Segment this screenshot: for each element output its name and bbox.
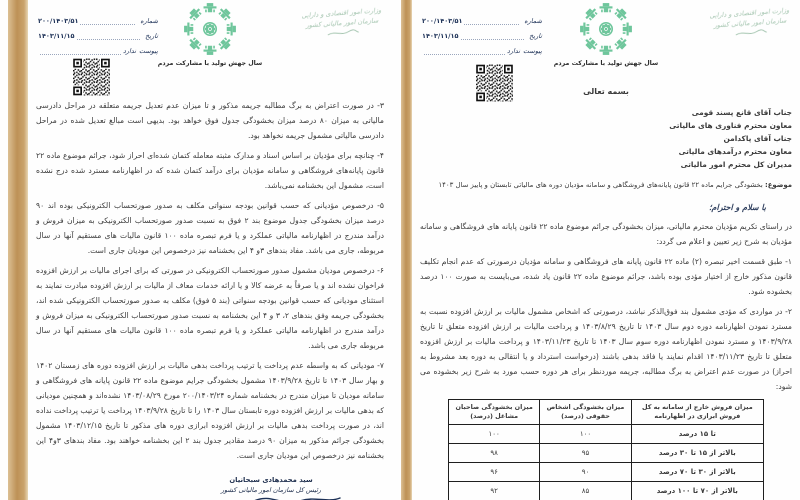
recipient-line: جناب آقای قانع پسند قومی: [691, 108, 792, 117]
subject-line: [420, 180, 792, 191]
table-cell-legal: ۹۰: [540, 463, 631, 482]
recipient-list: [420, 106, 792, 171]
table-cell-legal: ۸۵: [540, 482, 631, 500]
table-row: [449, 482, 764, 500]
tax-administration-logo-icon: [577, 2, 635, 56]
number-value: ۲۰۰/۱۴۰۳/۵۱: [38, 17, 79, 25]
paragraph-item-2: ۲- در مواردی که مؤدی مشمول بند فوق‌الذکر نباشد، درصورتی که اشخاص مشمول مالیات بر ارزش افزوده نسبت به مسترد نمودن اظهارنامه دوره دوم سال ۱۴۰۳ تا تاریخ ۱۴۰۳/۸/۲۹ و پرداخت مالیات بر ارزش افزوده متعلق تا تاریخ ۱۴۰۳/۹/۲۸ و مسترد نمودن اظهارنامه دوره سوم سال ۱۴۰۳ تا تاریخ ۱۴۰۳/۱۱/۲۳ و پرداخت مالیات بر ارزش افزوده متعلق تا تاریخ ۱۴۰۳/۱۱/۲۳ اقدام نمایند یا فاقد بدهی باشند (درخواست استرداد و یا انتقالی به دوره بعد مشروط به احراز) در صورت عدم اعتراض به برگ مطالبه، جریمه موردنظر برای هر دوره حسب مورد به شرح زیر بخشوده می شود:: [420, 307, 792, 391]
ministry-line-2: سازمان امور مالیاتی کشور: [305, 16, 379, 30]
letter-date-row: [38, 25, 158, 40]
salutation: با سلام و احترام؛: [708, 203, 766, 212]
signature-block: [196, 475, 346, 500]
table-cell-business: ۹۲: [449, 482, 540, 500]
recipient-line: مدیران کل محترم امور مالیاتی: [680, 160, 792, 169]
dotted-leader: [40, 46, 121, 55]
date-label: تاریخ: [145, 32, 158, 40]
paragraph-item-7: ۷- مودیانی که به واسطه عدم پرداخت یا ترتیب پرداخت بدهی مالیات بر ارزش افزوده دوره های زمستان ۱۴۰۲ و بهار سال ۱۴۰۳ تا تاریخ ۱۴۰۳/۹/۲۸ مشمول بخشودگی جرایم موضوع ماده ۲۲ قانون پایانه های فروشگاهی و سامانه مودیان تا میزان مندرج در بخشنامه شماره ۲۰۰/۱۴۰۳/۲۴ مورخ ۱۴۰۳/۰۸/۲۹ نشده‌اند و همچنین مودیانی که بدهی مالیات بر ارزش افزوده دوره تابستان سال ۱۴۰۳ را تا تاریخ ۱۴۰۳/۹/۲۸ پرداخت یا ترتیب پرداخت نداده اند، در صورت پرداخت بدهی مالیات بر ارزش افزوده ابرازی دوره های مذکور تا تاریخ ۱۴۰۳/۱۲/۱۵ مشمول بخشودگی جرائم مذکور به میزان ۹۰ درصد مقادیر جدول بند ۲ این بخشنامه خواهند بود. مفاد بندهای ۳و۴ این بخشنامه نیز درخصوص این مودیان جاری است.: [36, 361, 384, 460]
paragraph-item-6: ۶- درخصوص مودیان مشمول صدور صورتحساب الکترونیکی در صورتی که برای اجرای مالیات بر ارزش افزوده فراخوان نشده اند و یا صرفاً به عرضه کالا و یا ارائه خدمات معاف از مالیات بر ارزش افزوده مبادرت نمایند به استثنای مودیانی که حسب قوانین بودجه سنواتی (بند ۵ فوق) مکلف به صدور صورتحساب الکترونیکی شده اند، بخشودگی جریمه وفق بندهای ۲، ۳ و ۴ این بخشنامه به نسبت صدور صورتحساب الکترونیکی به میزان فروش و درآمد مندرج در اظهارنامه مالیاتی عملکرد و یا فرم تبصره ماده ۱۰۰ قانون مالیات های مستقیم آنها در سال مربوطه جاری می باشد.: [36, 266, 385, 350]
number-value: ۲۰۰/۱۴۰۳/۵۱: [422, 17, 463, 25]
ministry-letterhead-script: [301, 5, 383, 40]
attachment-value: ندارد: [122, 47, 137, 55]
right-page-binding-edge: [401, 0, 412, 500]
letter-body-page-2: [36, 98, 384, 500]
qr-code: [73, 56, 110, 98]
attachment-value: ندارد: [506, 47, 521, 55]
dotted-leader: [461, 31, 525, 40]
table-cell-ratio: تا ۱۵ درصد: [631, 425, 763, 444]
letter-date-row: [422, 25, 542, 40]
letter-page-1: [412, 0, 800, 500]
dotted-leader: [77, 31, 141, 40]
paragraph-item-5: ۵- درخصوص مؤدیانی که حسب قوانین بودجه سنواتی مکلف به صدور صورتحساب الکترونیکی بوده اند ۹۰ درصد میزان بخشودگی جدول موضوع بند ۲ فوق به نسبت صدور صورتحساب الکترونیکی به میزان فروش و درآمد مندرج در اظهارنامه مالیاتی عملکرد و یا فرم تبصره ماده ۱۰۰ قانون مالیات های مستقیم آنها در سال مربوطه، جاری می باشد. مفاد بندهای ۳و ۴ این بخشنامه نیز درخصوص این مودیان جاری است.: [36, 201, 385, 255]
table-row: [449, 463, 764, 482]
letter-meta-block: [38, 10, 158, 55]
dotted-leader: [424, 46, 505, 55]
besmele: بسمه تعالی: [583, 87, 629, 96]
number-label: شماره: [140, 17, 158, 25]
letter-attachment-row: [422, 40, 542, 55]
recipient-line: معاون محترم فناوری های مالیاتی: [669, 121, 792, 130]
attachment-label: پیوست: [523, 47, 542, 55]
left-page-binding-edge: [8, 0, 28, 500]
table-header-row: [449, 400, 764, 425]
table-cell-business: ۹۶: [449, 463, 540, 482]
ministry-scribble-icon: [734, 28, 768, 38]
table-cell-legal: ۹۵: [540, 444, 631, 463]
table-cell-business: ۱۰۰: [449, 425, 540, 444]
signature-title: رئیس کل سازمان امور مالیاتی کشور: [220, 486, 322, 494]
letter-attachment-row: [38, 40, 158, 55]
table-cell-ratio: بالاتر از ۷۰ تا ۱۰۰ درصد: [631, 482, 763, 500]
letter-number-row: [422, 10, 542, 25]
table-row: [449, 444, 764, 463]
number-label: شماره: [524, 17, 542, 25]
paragraph-item-1: ۱- طبق قسمت اخیر تبصره (۲) ماده ۲۲ قانون پایانه های فروشگاهی و سامانه مؤدیان درصورتی که عدم انجام تکلیف قانون مذکور خارج از اختیار مؤدی بوده باشد، جرائم موضوع ماده ۲۲ قانون یاد شده، می‌بایست به صورت ۱۰۰ درصد بخشوده شود.: [420, 257, 792, 296]
letter-meta-block: [422, 10, 542, 55]
attachment-label: پیوست: [139, 47, 158, 55]
paragraph-item-3: ۳- در صورت اعتراض به برگ مطالبه جریمه مذکور و تا میزان عدم تعدیل جریمه متعلقه در مراحل دادرسی مالیاتی به میزان ۸۰ درصد میزان بخشودگی جدول فوق خواهد بود. بدیهی است مبالغ تعدیل شده در مراحل دادرسی مالیاتی مشمول جریمه نخواهد بود.: [36, 101, 384, 140]
table-row: [449, 425, 764, 444]
date-label: تاریخ: [529, 32, 542, 40]
paragraph-intro: در راستای تکریم مؤدیان محترم مالیاتی، میزان بخشودگی جرائم موضوع ماده ۲۲ قانون پایانه های فروشگاهی و سامانه مؤدیان به شرح زیر تعیین و اعلام می گردد:: [420, 222, 792, 246]
date-value: ۱۴۰۳/۱۱/۱۵: [38, 32, 75, 40]
table-cell-ratio: بالاتر از ۳۰ تا ۷۰ درصد: [631, 463, 763, 482]
year-slogan: سال جهش تولید با مشارکت مردم: [553, 60, 659, 67]
subject-text: بخشودگی جرایم ماده ۲۲ قانون پایانه‌های فروشگاهی و سامانه مؤدیان دوره های مالیاتی تابستان و پاییز سال ۱۴۰۳: [438, 181, 763, 189]
recipient-line: معاون محترم درآمدهای مالیاتی: [678, 147, 792, 156]
table-cell-legal: ۱۰۰: [540, 425, 631, 444]
table-cell-ratio: بالاتر از ۱۵ تا ۳۰ درصد: [631, 444, 763, 463]
penalty-forgiveness-table: [448, 399, 764, 500]
dotted-leader: [464, 16, 519, 25]
date-value: ۱۴۰۳/۱۱/۱۵: [422, 32, 459, 40]
tax-administration-logo-icon: [181, 2, 239, 56]
signature-name: سید محمدهادی سبحانیان: [229, 476, 313, 484]
subject-label: موضوع:: [764, 181, 792, 189]
ministry-line-2: سازمان امور مالیاتی کشور: [713, 16, 787, 30]
table-cell-business: ۹۸: [449, 444, 540, 463]
letter-number-row: [38, 10, 158, 25]
table-header-sales-ratio: میزان فروش خارج از سامانه به کل فروش ابرازی در اظهارنامه: [631, 400, 763, 425]
ministry-scribble-icon: [326, 28, 360, 38]
table-header-business-owners: میزان بخشودگی صاحبان مشاغل (درصد): [449, 400, 540, 425]
table-header-legal-entities: میزان بخشودگی اشخاص حقوقی (درصد): [540, 400, 631, 425]
ministry-line-1: وزارت امور اقتصادی و دارایی: [301, 6, 382, 20]
year-slogan: سال جهش تولید با مشارکت مردم: [157, 60, 263, 67]
letter-body-page-1: [420, 84, 792, 500]
ministry-line-1: وزارت امور اقتصادی و دارایی: [709, 6, 790, 20]
ministry-letterhead-script: [709, 5, 791, 40]
recipient-line: جناب آقای پاکدامن: [723, 134, 792, 143]
paragraph-item-4: ۴- چنانچه برای مؤدیان بر اساس اسناد و مدارک مثبته معامله کتمان شده‌ای احراز شود، جرائم موضوع ماده ۲۲ قانون پایانه‌های فروشگاهی و سامانه مؤدیان برای درآمد کتمان شده که در اظهارنامه مسترد شده درج نشده است، مشمول این بخشنامه نمی‌باشد.: [36, 151, 384, 190]
letter-page-2: [28, 0, 392, 500]
dotted-leader: [80, 16, 135, 25]
